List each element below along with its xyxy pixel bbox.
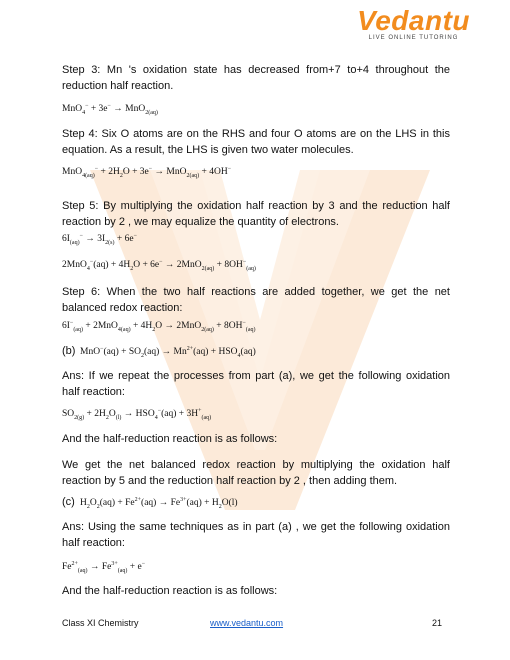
equation-step4: $MnO_{4(aq)}^- + 2H_2O + 3e^- \to MnO_{2(aq)} + 4OH^-$ <box>62 166 232 180</box>
equation-part-b-oxidation: $SO_{2(g)} + 2H_2O_{(l)} \to HSO_4^-(aq) + 3H^+_{(aq)}$ <box>62 408 212 422</box>
logo-wordmark: Vedantu <box>357 5 470 36</box>
equation-step5-reduction: $2MnO_4^-(aq) + 4H_2O + 6e^- \to 2MnO_{2(aq)} + 8OH^-_{(aq)}$ <box>62 259 256 273</box>
footer-class-label: Class XI Chemistry <box>62 618 139 628</box>
ans-b-text: Ans: If we repeat the processes from part (a), we get the following oxidation half reaction: <box>62 370 450 398</box>
half-reduction-text-1: And the half-reduction reaction is as follows: <box>62 433 278 445</box>
step5-text: Step 5: By multiplying the oxidation half reaction by 3 and the reduction half reaction by 2 , we may equalize the quantity of electrons. <box>62 200 450 228</box>
logo-tagline: LIVE ONLINE TUTORING <box>368 35 459 41</box>
step6-text: Step 6: When the two half reactions are added together, we get the net balanced redox reaction: <box>62 286 450 314</box>
page-number: 21 <box>432 618 443 628</box>
vedantu-logo[interactable] <box>357 6 470 41</box>
ans-c-text: Ans: Using the same techniques as in part (a) , we get the following oxidation half reaction: <box>62 521 450 549</box>
equation-step6-net: $6I^-_{(aq)} + 2MnO_{4(aq)} + 4H_2O \to 2MnO_{2(aq)} + 8OH^-_{(aq)}$ <box>62 320 256 334</box>
part-c-label: (c) <box>62 496 75 508</box>
part-b-label: (b) <box>62 345 76 357</box>
step3-text: Step 3: Mn 's oxidation state has decreased from+7 to+4 throughout the reduction half reaction. <box>62 64 450 92</box>
equation-step5-oxidation: $6I_{(aq)}^- \to 3I_{2(s)} + 6e^-$ <box>62 233 137 247</box>
step4-text: Step 4: Six O atoms are on the RHS and four O atoms are on the LHS in this equation. As a result, the LHS is given two water molecules. <box>62 128 450 156</box>
equation-step3: MnO$_4$− + 3e− → MnO$_{2(aq)}$ <box>62 103 158 117</box>
footer-website-link[interactable]: www.vedantu.com <box>210 618 284 628</box>
net-b-text: We get the net balanced redox reaction by multiplying the oxidation half reaction by 5 and the reduction half reaction by 2 , then adding them. <box>62 459 450 487</box>
equation-part-b: $MnO^-(aq) + SO_2(aq) \to Mn^{2+}(aq) + HSO_4(aq)$ <box>80 346 256 360</box>
equation-part-c-oxidation: $Fe^{2+}_{(aq)} \to Fe^{3+}_{(aq)} + e^-$ <box>62 561 146 575</box>
half-reduction-text-2: And the half-reduction reaction is as follows: <box>62 585 278 597</box>
equation-part-c: $H_2O_2(aq) + Fe^{2+}(aq) \to Fe^{3+}(aq) + H_2O(l)$ <box>80 497 238 511</box>
